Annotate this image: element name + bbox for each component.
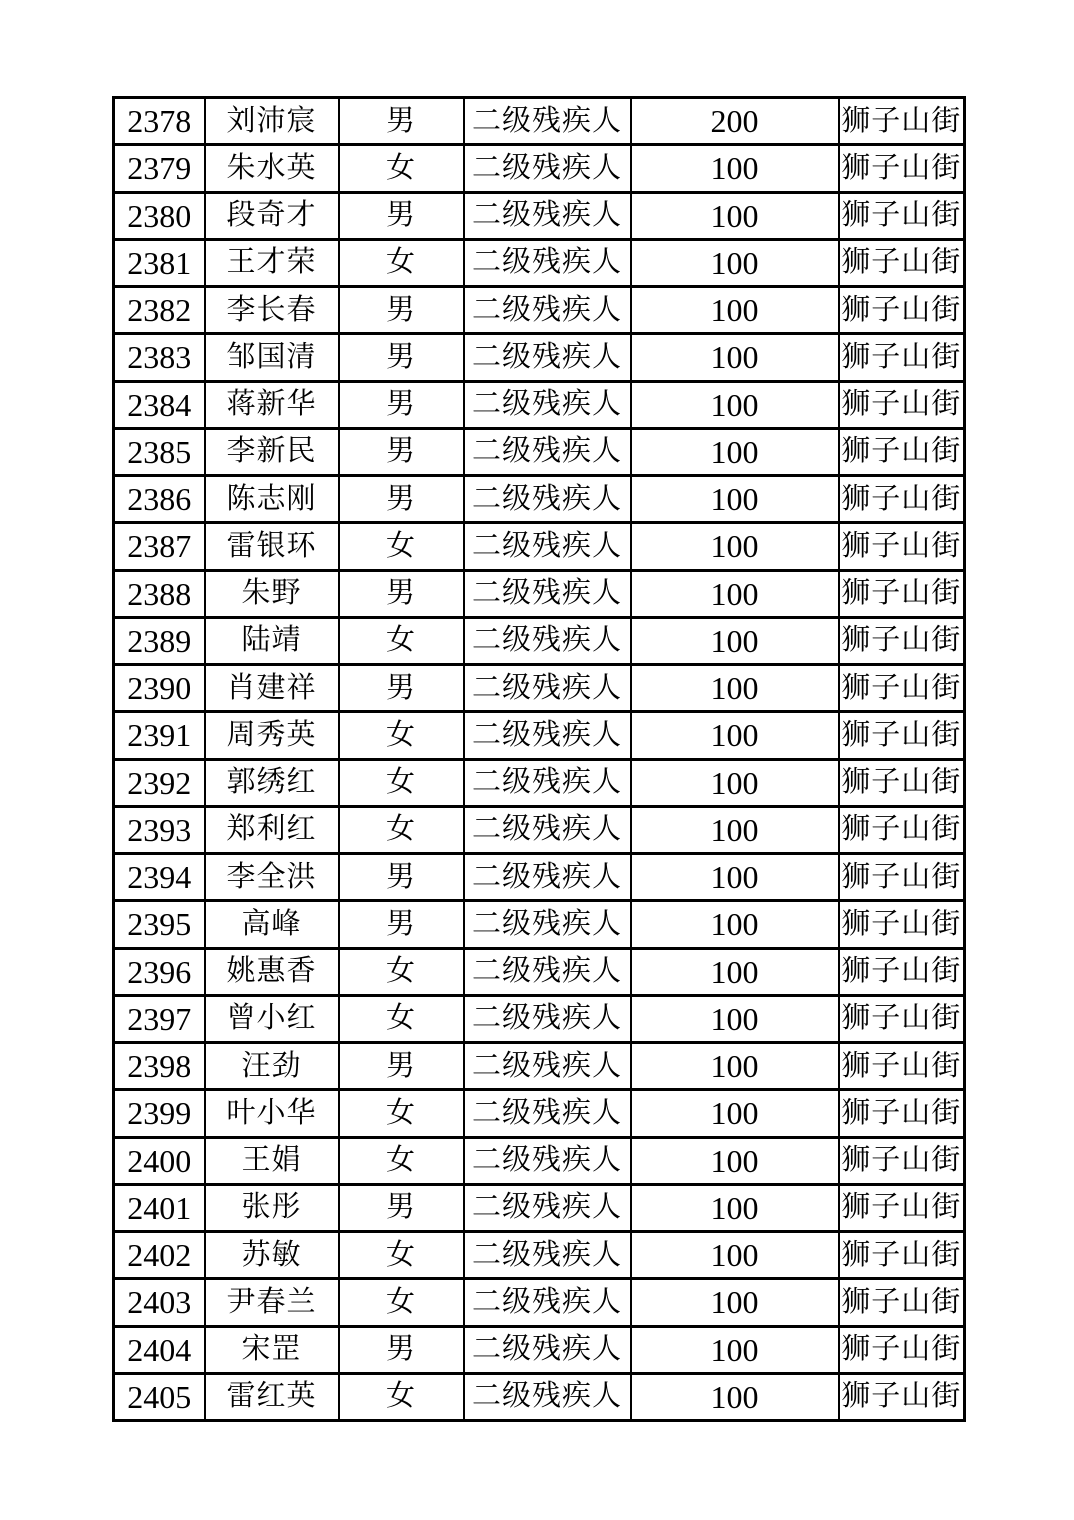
gender-cell: 男	[339, 901, 464, 948]
row-id-cell: 2397	[114, 995, 205, 1042]
street-cell: 狮子山街	[839, 287, 965, 334]
gender-cell: 女	[339, 995, 464, 1042]
gender-cell: 女	[339, 239, 464, 286]
table-row	[114, 1137, 965, 1184]
name-cell: 蒋新华	[205, 381, 339, 428]
category-cell: 二级残疾人	[464, 1373, 631, 1420]
gender-cell: 女	[339, 1232, 464, 1279]
table-row	[114, 145, 965, 192]
street-cell: 狮子山街	[839, 712, 965, 759]
category-cell: 二级残疾人	[464, 428, 631, 475]
gender-cell: 男	[339, 1326, 464, 1373]
table-row	[114, 1373, 965, 1420]
amount-cell: 100	[631, 1184, 839, 1231]
row-id-cell: 2398	[114, 1043, 205, 1090]
table-row	[114, 1279, 965, 1326]
name-cell: 陈志刚	[205, 476, 339, 523]
name-cell: 曾小红	[205, 995, 339, 1042]
category-cell: 二级残疾人	[464, 523, 631, 570]
amount-cell: 100	[631, 1137, 839, 1184]
name-cell: 王娟	[205, 1137, 339, 1184]
row-id-cell: 2379	[114, 145, 205, 192]
amount-cell: 100	[631, 192, 839, 239]
row-id-cell: 2384	[114, 381, 205, 428]
street-cell: 狮子山街	[839, 1043, 965, 1090]
amount-cell: 100	[631, 1090, 839, 1137]
row-id-cell: 2385	[114, 428, 205, 475]
row-id-cell: 2392	[114, 759, 205, 806]
street-cell: 狮子山街	[839, 1373, 965, 1420]
row-id-cell: 2387	[114, 523, 205, 570]
category-cell: 二级残疾人	[464, 192, 631, 239]
amount-cell: 100	[631, 570, 839, 617]
name-cell: 肖建祥	[205, 665, 339, 712]
category-cell: 二级残疾人	[464, 1326, 631, 1373]
category-cell: 二级残疾人	[464, 1232, 631, 1279]
name-cell: 叶小华	[205, 1090, 339, 1137]
name-cell: 苏敏	[205, 1232, 339, 1279]
name-cell: 邹国清	[205, 334, 339, 381]
gender-cell: 男	[339, 665, 464, 712]
name-cell: 张彤	[205, 1184, 339, 1231]
name-cell: 陆靖	[205, 617, 339, 664]
street-cell: 狮子山街	[839, 806, 965, 853]
table-row	[114, 381, 965, 428]
row-id-cell: 2383	[114, 334, 205, 381]
gender-cell: 女	[339, 617, 464, 664]
gender-cell: 男	[339, 428, 464, 475]
amount-cell: 100	[631, 287, 839, 334]
table-row	[114, 995, 965, 1042]
table-row	[114, 192, 965, 239]
name-cell: 朱野	[205, 570, 339, 617]
row-id-cell: 2390	[114, 665, 205, 712]
table-row	[114, 712, 965, 759]
name-cell: 汪劲	[205, 1043, 339, 1090]
amount-cell: 100	[631, 145, 839, 192]
category-cell: 二级残疾人	[464, 1279, 631, 1326]
category-cell: 二级残疾人	[464, 665, 631, 712]
row-id-cell: 2395	[114, 901, 205, 948]
category-cell: 二级残疾人	[464, 98, 631, 145]
table-row	[114, 1090, 965, 1137]
category-cell: 二级残疾人	[464, 334, 631, 381]
gender-cell: 女	[339, 712, 464, 759]
row-id-cell: 2393	[114, 806, 205, 853]
gender-cell: 男	[339, 334, 464, 381]
name-cell: 雷红英	[205, 1373, 339, 1420]
category-cell: 二级残疾人	[464, 712, 631, 759]
street-cell: 狮子山街	[839, 1137, 965, 1184]
row-id-cell: 2402	[114, 1232, 205, 1279]
table-row	[114, 948, 965, 995]
row-id-cell: 2399	[114, 1090, 205, 1137]
name-cell: 周秀英	[205, 712, 339, 759]
table-row	[114, 1326, 965, 1373]
name-cell: 雷银环	[205, 523, 339, 570]
table-row	[114, 334, 965, 381]
name-cell: 朱水英	[205, 145, 339, 192]
table-row	[114, 806, 965, 853]
amount-cell: 100	[631, 901, 839, 948]
name-cell: 尹春兰	[205, 1279, 339, 1326]
row-id-cell: 2382	[114, 287, 205, 334]
street-cell: 狮子山街	[839, 523, 965, 570]
street-cell: 狮子山街	[839, 381, 965, 428]
amount-cell: 100	[631, 854, 839, 901]
amount-cell: 100	[631, 1373, 839, 1420]
name-cell: 姚惠香	[205, 948, 339, 995]
name-cell: 宋罡	[205, 1326, 339, 1373]
street-cell: 狮子山街	[839, 948, 965, 995]
name-cell: 刘沛宸	[205, 98, 339, 145]
gender-cell: 女	[339, 1090, 464, 1137]
gender-cell: 男	[339, 98, 464, 145]
row-id-cell: 2378	[114, 98, 205, 145]
row-id-cell: 2381	[114, 239, 205, 286]
amount-cell: 100	[631, 381, 839, 428]
category-cell: 二级残疾人	[464, 287, 631, 334]
name-cell: 郭绣红	[205, 759, 339, 806]
category-cell: 二级残疾人	[464, 948, 631, 995]
table-row	[114, 287, 965, 334]
gender-cell: 男	[339, 381, 464, 428]
gender-cell: 男	[339, 1184, 464, 1231]
name-cell: 王才荣	[205, 239, 339, 286]
street-cell: 狮子山街	[839, 995, 965, 1042]
amount-cell: 100	[631, 806, 839, 853]
street-cell: 狮子山街	[839, 1279, 965, 1326]
street-cell: 狮子山街	[839, 1090, 965, 1137]
street-cell: 狮子山街	[839, 1232, 965, 1279]
name-cell: 郑利红	[205, 806, 339, 853]
row-id-cell: 2380	[114, 192, 205, 239]
amount-cell: 100	[631, 1326, 839, 1373]
gender-cell: 女	[339, 1373, 464, 1420]
category-cell: 二级残疾人	[464, 1090, 631, 1137]
gender-cell: 男	[339, 570, 464, 617]
name-cell: 李全洪	[205, 854, 339, 901]
amount-cell: 100	[631, 239, 839, 286]
street-cell: 狮子山街	[839, 98, 965, 145]
roster-table-body	[114, 98, 965, 1421]
amount-cell: 100	[631, 1043, 839, 1090]
gender-cell: 女	[339, 759, 464, 806]
amount-cell: 100	[631, 995, 839, 1042]
table-row	[114, 98, 965, 145]
street-cell: 狮子山街	[839, 145, 965, 192]
street-cell: 狮子山街	[839, 1326, 965, 1373]
table-row	[114, 476, 965, 523]
street-cell: 狮子山街	[839, 476, 965, 523]
category-cell: 二级残疾人	[464, 617, 631, 664]
table-row	[114, 428, 965, 475]
gender-cell: 男	[339, 287, 464, 334]
table-row	[114, 239, 965, 286]
category-cell: 二级残疾人	[464, 1137, 631, 1184]
amount-cell: 100	[631, 665, 839, 712]
category-cell: 二级残疾人	[464, 476, 631, 523]
table-row	[114, 901, 965, 948]
street-cell: 狮子山街	[839, 334, 965, 381]
table-row	[114, 665, 965, 712]
name-cell: 李长春	[205, 287, 339, 334]
row-id-cell: 2401	[114, 1184, 205, 1231]
row-id-cell: 2386	[114, 476, 205, 523]
amount-cell: 100	[631, 523, 839, 570]
table-row	[114, 570, 965, 617]
category-cell: 二级残疾人	[464, 1184, 631, 1231]
amount-cell: 100	[631, 712, 839, 759]
row-id-cell: 2391	[114, 712, 205, 759]
category-cell: 二级残疾人	[464, 901, 631, 948]
row-id-cell: 2400	[114, 1137, 205, 1184]
gender-cell: 女	[339, 145, 464, 192]
gender-cell: 男	[339, 854, 464, 901]
street-cell: 狮子山街	[839, 239, 965, 286]
amount-cell: 100	[631, 759, 839, 806]
table-row	[114, 854, 965, 901]
table-row	[114, 1043, 965, 1090]
table-row	[114, 1232, 965, 1279]
table-row	[114, 1184, 965, 1231]
street-cell: 狮子山街	[839, 617, 965, 664]
street-cell: 狮子山街	[839, 759, 965, 806]
gender-cell: 男	[339, 476, 464, 523]
amount-cell: 100	[631, 476, 839, 523]
row-id-cell: 2388	[114, 570, 205, 617]
category-cell: 二级残疾人	[464, 759, 631, 806]
amount-cell: 100	[631, 428, 839, 475]
street-cell: 狮子山街	[839, 192, 965, 239]
street-cell: 狮子山街	[839, 665, 965, 712]
gender-cell: 女	[339, 1279, 464, 1326]
table-row	[114, 523, 965, 570]
street-cell: 狮子山街	[839, 901, 965, 948]
street-cell: 狮子山街	[839, 428, 965, 475]
row-id-cell: 2389	[114, 617, 205, 664]
row-id-cell: 2396	[114, 948, 205, 995]
category-cell: 二级残疾人	[464, 806, 631, 853]
amount-cell: 100	[631, 948, 839, 995]
street-cell: 狮子山街	[839, 1184, 965, 1231]
gender-cell: 女	[339, 948, 464, 995]
gender-cell: 女	[339, 523, 464, 570]
amount-cell: 100	[631, 1232, 839, 1279]
row-id-cell: 2404	[114, 1326, 205, 1373]
gender-cell: 男	[339, 192, 464, 239]
category-cell: 二级残疾人	[464, 381, 631, 428]
gender-cell: 男	[339, 1043, 464, 1090]
row-id-cell: 2403	[114, 1279, 205, 1326]
amount-cell: 200	[631, 98, 839, 145]
name-cell: 段奇才	[205, 192, 339, 239]
category-cell: 二级残疾人	[464, 1043, 631, 1090]
table-row	[114, 617, 965, 664]
gender-cell: 女	[339, 1137, 464, 1184]
street-cell: 狮子山街	[839, 570, 965, 617]
name-cell: 高峰	[205, 901, 339, 948]
table-row	[114, 759, 965, 806]
amount-cell: 100	[631, 1279, 839, 1326]
category-cell: 二级残疾人	[464, 995, 631, 1042]
category-cell: 二级残疾人	[464, 854, 631, 901]
name-cell: 李新民	[205, 428, 339, 475]
category-cell: 二级残疾人	[464, 239, 631, 286]
row-id-cell: 2394	[114, 854, 205, 901]
amount-cell: 100	[631, 334, 839, 381]
amount-cell: 100	[631, 617, 839, 664]
disability-subsidy-roster-table	[112, 96, 966, 1422]
category-cell: 二级残疾人	[464, 570, 631, 617]
street-cell: 狮子山街	[839, 854, 965, 901]
row-id-cell: 2405	[114, 1373, 205, 1420]
gender-cell: 女	[339, 806, 464, 853]
category-cell: 二级残疾人	[464, 145, 631, 192]
